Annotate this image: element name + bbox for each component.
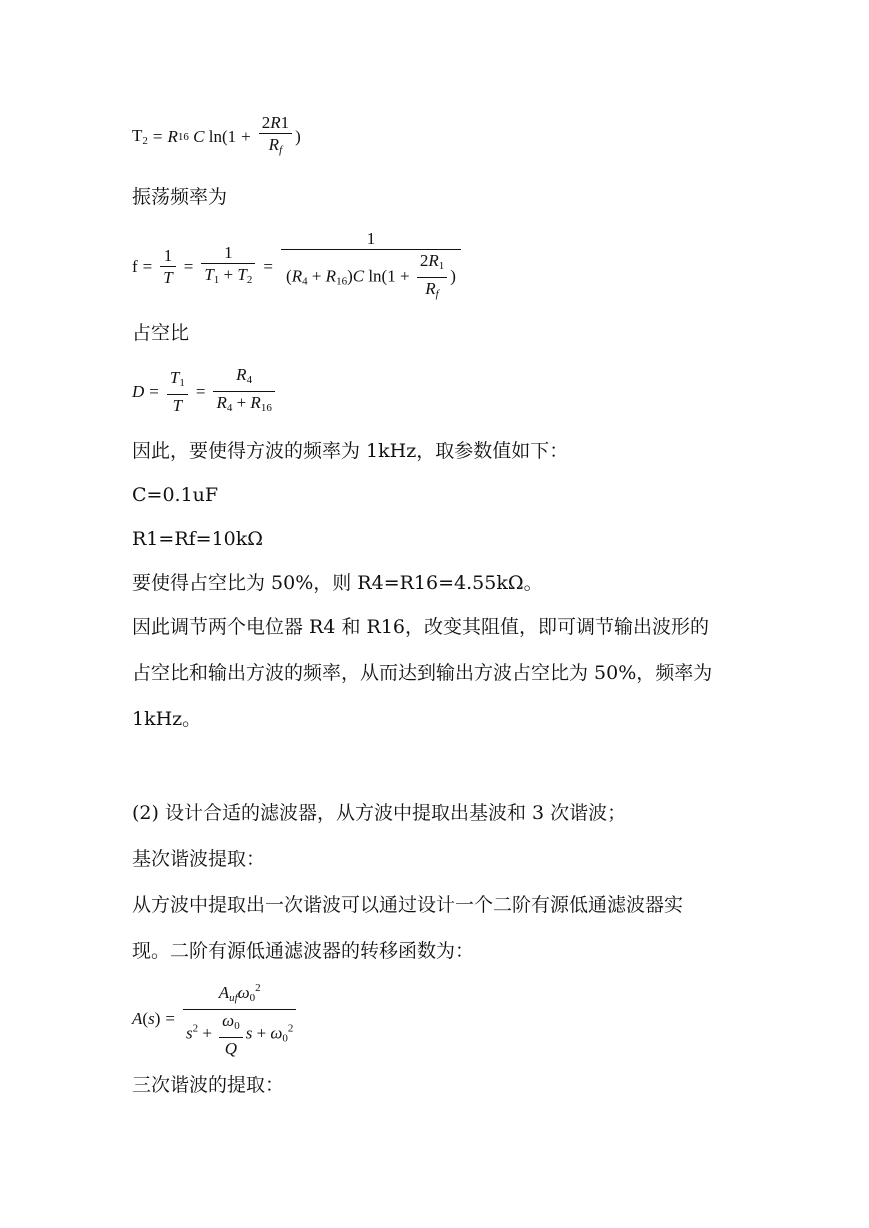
- step-2-heading: (2) 设计合适的滤波器，从方波中提取出基波和 3 次谐波；: [132, 802, 627, 824]
- resistor-values: R1=Rf=10kΩ: [132, 528, 264, 550]
- equation-duty: D = $\frac{T_1}{T}$ = $\frac{R_4}{R_4 + R_{16}}$: [132, 364, 278, 419]
- equation-transfer-function: A ( s ) = $A_{uf}\omega_0^2$ $s^2$ + $\frac{\omega_0}{Q}$ $s + \omega_0^2$: [132, 978, 299, 1059]
- adjust-line-3: 1kHz。: [132, 708, 202, 730]
- therefore-params: 因此，要使得方波的频率为 1kHz，取参数值如下：: [132, 440, 569, 462]
- equation-t2: $T_2$ = R 16 C ln(1 + $\frac{2R1}{R_f}$ ): [132, 113, 301, 156]
- duty-label: 占空比: [132, 322, 190, 344]
- equation-frequency: f = $\frac{1}{T}$ = $\frac{1}{T_1 + T_2}$ = 1 $(R_4 + R_{16})C$ ln(1 + $\frac{2R_1}{R_f}$ ): [132, 228, 464, 305]
- fundamental-label: 基次谐波提取：: [132, 848, 266, 870]
- osc-freq-label: 振荡频率为: [132, 186, 228, 208]
- fundamental-line-2: 现。二阶有源低通滤波器的转移函数为：: [132, 940, 475, 962]
- adjust-line-1: 因此调节两个电位器 R4 和 R16，改变其阻值，即可调节输出波形的: [132, 616, 709, 638]
- duty-50-text: 要使得占空比为 50%，则 R4=R16=4.55kΩ。: [132, 572, 543, 594]
- adjust-line-2: 占空比和输出方波的频率，从而达到输出方波占空比为 50%，频率为: [132, 662, 713, 684]
- capacitor-value: C=0.1uF: [132, 484, 219, 506]
- fundamental-line-1: 从方波中提取出一次谐波可以通过设计一个二阶有源低通滤波器实: [132, 894, 684, 916]
- third-harmonic-label: 三次谐波的提取：: [132, 1074, 285, 1096]
